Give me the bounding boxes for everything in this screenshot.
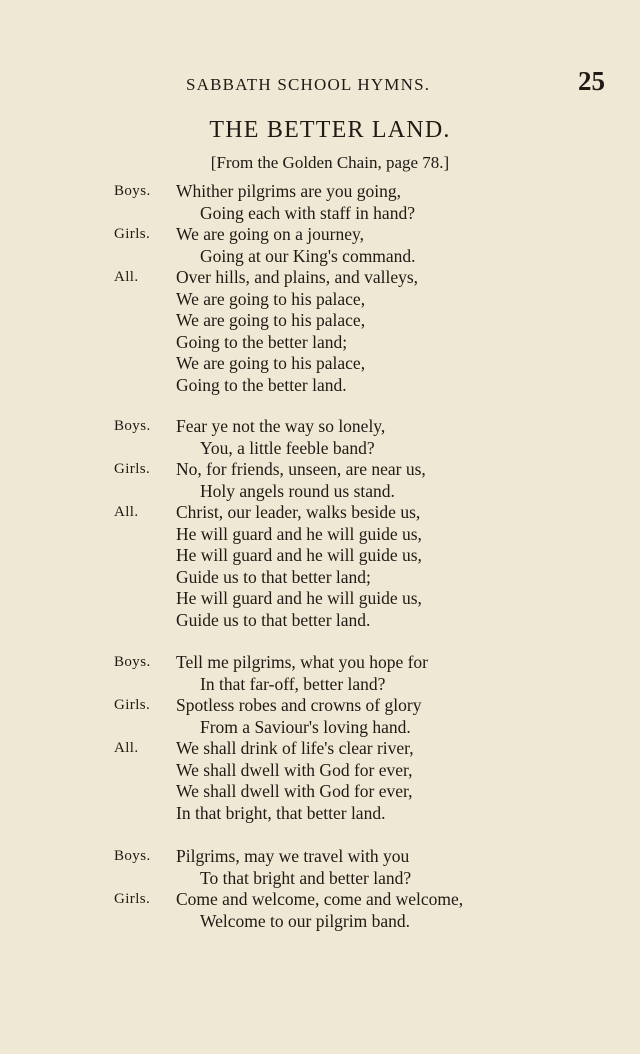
hymn-source: [From the Golden Chain, page 78.] (210, 153, 450, 172)
speaker-label: All. (114, 269, 139, 285)
verse-line (114, 674, 564, 696)
verse-line (114, 803, 564, 825)
running-head: SABBATH SCHOOL HYMNS. (186, 75, 431, 94)
verse-line (114, 375, 564, 397)
verse-text: We shall dwell with God for ever, (176, 781, 413, 801)
verse-line (114, 695, 564, 717)
speaker-label: Girls. (114, 226, 151, 242)
stanza (114, 652, 564, 824)
verse-line (114, 289, 564, 311)
verse-text: Going each with staff in hand? (200, 202, 415, 223)
verse-text: Over hills, and plains, and valleys, (176, 267, 419, 287)
verse-text: We are going to his palace, (176, 288, 366, 309)
stanza (114, 181, 564, 396)
verse-line (114, 502, 564, 524)
verse-line (114, 332, 564, 354)
speaker-label: Girls. (114, 891, 151, 907)
verse-line (114, 610, 564, 632)
hymn-title: THE BETTER LAND. (209, 117, 451, 143)
verse-line (114, 567, 564, 589)
verse-text: Welcome to our pilgrim band. (200, 910, 410, 931)
speaker-label: Boys. (114, 183, 151, 199)
speaker-label: Boys. (114, 418, 151, 434)
verse-text: Going to the better land; (176, 331, 348, 352)
verse-line (114, 781, 564, 803)
verse-line (114, 588, 564, 610)
verse-text: Holy angels round us stand. (200, 480, 395, 501)
verse-line (114, 524, 564, 546)
verse-line (114, 246, 564, 268)
verse-text: He will guard and he will guide us, (176, 588, 422, 608)
verse-text: Going at our King's command. (200, 245, 416, 266)
verse-line (114, 481, 564, 503)
verse-text: Tell me pilgrims, what you hope for (176, 652, 428, 672)
speaker-label: All. (114, 504, 139, 520)
speaker-label: Girls. (114, 461, 151, 477)
verse-text: Guide us to that better land. (176, 609, 371, 630)
verse-line (114, 738, 564, 760)
verse-line (114, 717, 564, 739)
verse-line (114, 868, 564, 890)
verse-line (114, 846, 564, 868)
verse-line (114, 224, 564, 246)
verse-text: Going to the better land. (176, 374, 347, 395)
verse-line (114, 889, 564, 911)
page-number: 25 (578, 66, 605, 96)
verse-line (114, 911, 564, 933)
verse-line (114, 203, 564, 225)
verse-text: You, a little feeble band? (200, 437, 375, 458)
speaker-label: Boys. (114, 654, 151, 670)
verse-line (114, 181, 564, 203)
verse-text: Come and welcome, come and welcome, (176, 889, 464, 909)
verse-text: No, for friends, unseen, are near us, (176, 459, 426, 479)
verse-text: We are going to his palace, (176, 310, 366, 330)
verse-text: Pilgrims, may we travel with you (176, 846, 410, 866)
verse-line (114, 353, 564, 375)
verse-line (114, 416, 564, 438)
verse-text: Fear ye not the way so lonely, (176, 416, 386, 436)
speaker-label: All. (114, 740, 139, 756)
stanza (114, 416, 564, 631)
verse-line (114, 438, 564, 460)
verse-text: To that bright and better land? (200, 867, 412, 888)
verse-text: Christ, our leader, walks beside us, (176, 502, 421, 522)
verse-text: We shall drink of life's clear river, (176, 738, 414, 758)
verse-text: In that far-off, better land? (200, 673, 386, 694)
speaker-label: Boys. (114, 848, 151, 864)
verse-text: He will guard and he will guide us, (176, 545, 422, 565)
verse-text: Whither pilgrims are you going, (176, 181, 402, 201)
verse-text: We shall dwell with God for ever, (176, 759, 413, 780)
verse-line (114, 459, 564, 481)
verse-line (114, 652, 564, 674)
verse-text: We are going on a journey, (176, 224, 364, 244)
verse-text: In that bright, that better land. (176, 802, 386, 823)
verse-line (114, 267, 564, 289)
verse-text: He will guard and he will guide us, (176, 523, 422, 544)
speaker-label: Girls. (114, 697, 151, 713)
verse-line (114, 545, 564, 567)
verse-text: From a Saviour's loving hand. (200, 716, 411, 737)
verse-line (114, 310, 564, 332)
verse-text: We are going to his palace, (176, 353, 366, 373)
stanza (114, 846, 564, 932)
verse-text: Guide us to that better land; (176, 566, 371, 587)
verse-text: Spotless robes and crowns of glory (176, 695, 422, 715)
verse-line (114, 760, 564, 782)
